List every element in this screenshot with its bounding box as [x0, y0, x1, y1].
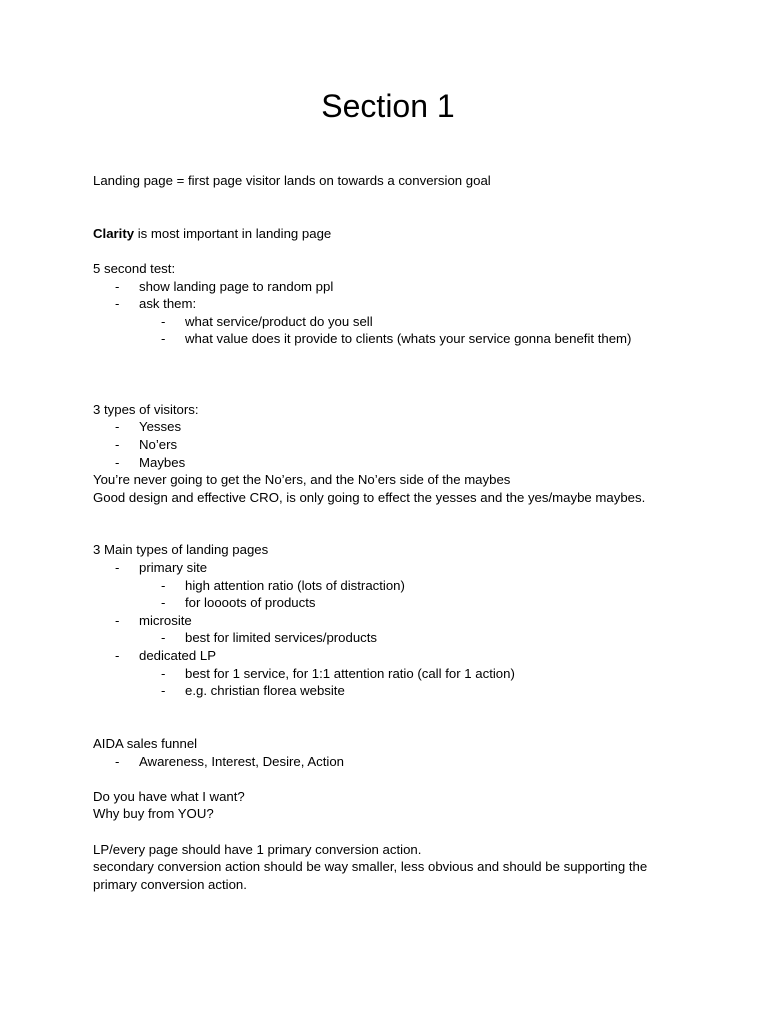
list-item-label: dedicated LP: [139, 648, 216, 664]
landing-types-heading: 3 Main types of landing pages: [93, 542, 269, 558]
list-item: [93, 559, 683, 612]
landing-definition: Landing page = first page visitor lands on towards a conversion goal: [93, 173, 491, 188]
page-title: Section 1: [321, 88, 455, 124]
sub-list-item: - what service/product do you sell: [139, 313, 683, 331]
sub-list-item: - for loooots of products: [139, 594, 683, 612]
five-second-list: [93, 278, 683, 348]
visitors-list: [93, 418, 683, 471]
spacer: [93, 700, 683, 735]
sub-list: [139, 577, 683, 612]
spacer: [93, 770, 683, 788]
visitors-note-2: Good design and effective CRO, is only going to effect the yesses and the yes/maybe maybes.: [93, 489, 646, 505]
question-2: Why buy from YOU?: [93, 806, 214, 822]
landing-types-list: [93, 559, 683, 700]
sub-list-item: - high attention ratio (lots of distraction): [139, 577, 683, 595]
sub-list-item: - best for limited services/products: [139, 629, 683, 647]
list-item: - No’ers: [93, 436, 683, 454]
document-page: [93, 88, 683, 893]
list-item: - show landing page to random ppl: [93, 278, 683, 296]
five-second-heading: 5 second test:: [93, 260, 176, 276]
list-item: - Maybes: [93, 454, 683, 472]
spacer: [93, 242, 683, 260]
clarity-line: [93, 225, 683, 243]
sub-list: [139, 313, 683, 348]
spacer: [93, 823, 683, 841]
conversion-line-2: secondary conversion action should be way smaller, less obvious and should be supporting the primary conversion action.: [93, 859, 648, 892]
list-item: [93, 612, 683, 647]
sub-list: [139, 629, 683, 647]
sub-list-item: - best for 1 service, for 1:1 attention ratio (call for 1 action): [139, 665, 683, 683]
clarity-rest: is most important in landing page: [134, 225, 332, 241]
list-item-label: ask them:: [139, 296, 197, 312]
aida-list: [93, 753, 683, 771]
spacer: [93, 348, 683, 401]
list-item: [93, 647, 683, 700]
conversion-line-1: LP/every page should have 1 primary conversion action.: [93, 841, 422, 857]
list-item: [93, 295, 683, 348]
list-item-label: primary site: [139, 560, 208, 576]
list-item: - Yesses: [93, 418, 683, 436]
sub-list-item: - e.g. christian florea website: [139, 682, 683, 700]
clarity-bold: Clarity: [93, 225, 135, 241]
sub-list: [139, 665, 683, 700]
visitors-heading: 3 types of visitors:: [93, 401, 199, 417]
list-item-label: microsite: [139, 612, 192, 628]
spacer: [93, 190, 683, 225]
aida-heading: AIDA sales funnel: [93, 736, 198, 752]
question-1: Do you have what I want?: [93, 788, 245, 804]
visitors-note-1: You’re never going to get the No’ers, and the No’ers side of the maybes: [93, 472, 511, 488]
spacer: [93, 506, 683, 541]
list-item: - Awareness, Interest, Desire, Action: [93, 753, 683, 771]
sub-list-item: - what value does it provide to clients (whats your service gonna benefit them): [139, 330, 683, 348]
